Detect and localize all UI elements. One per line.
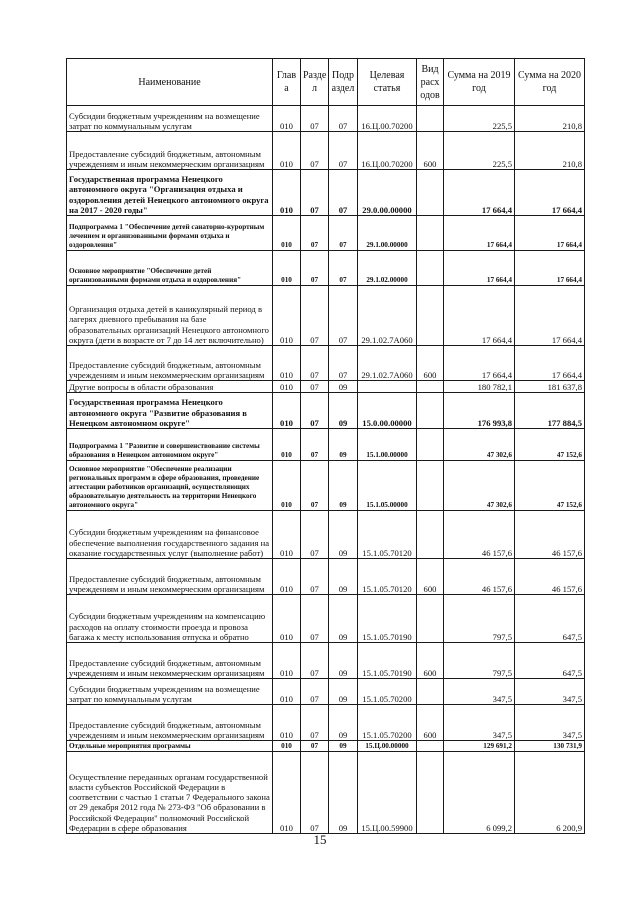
header-target: Целевая статья	[358, 59, 417, 106]
row-podrazdel: 07	[329, 106, 358, 132]
row-glava: 010	[273, 286, 301, 346]
row-target: 15.1.05.00000	[358, 461, 417, 511]
row-podrazdel: 07	[329, 216, 358, 251]
row-target: 15.Ц.00.59900	[358, 752, 417, 834]
table-row	[67, 251, 585, 286]
row-glava: 010	[273, 106, 301, 132]
row-target: 16.Ц.00.70200	[358, 106, 417, 132]
row-name: Предоставление субсидий бюджетным, автономным учреждениям и иным некоммерческим организациям	[67, 643, 273, 679]
row-podrazdel: 07	[329, 170, 358, 216]
row-exp-type	[417, 741, 444, 752]
table-row	[67, 461, 585, 511]
table-row	[67, 679, 585, 705]
row-target: 15.1.05.70190	[358, 595, 417, 643]
row-podrazdel: 09	[329, 381, 358, 393]
row-glava: 010	[273, 429, 301, 461]
table-row	[67, 705, 585, 741]
table-row	[67, 346, 585, 381]
header-podrazdel: Подр аздел	[329, 59, 358, 106]
table-row	[67, 559, 585, 595]
row-sum-2019: 17 664,4	[444, 286, 515, 346]
table-row	[67, 741, 585, 752]
row-glava: 010	[273, 216, 301, 251]
row-razdel: 07	[301, 559, 329, 595]
row-sum-2019: 6 099,2	[444, 752, 515, 834]
row-target: 29.1.02.7А060	[358, 286, 417, 346]
row-exp-type	[417, 170, 444, 216]
page-number: 15	[313, 832, 327, 847]
row-name: Субсидии бюджетным учреждениям на возмещение затрат по коммунальным услугам	[67, 679, 273, 705]
row-exp-type	[417, 381, 444, 393]
row-sum-2019: 47 302,6	[444, 461, 515, 511]
table-row	[67, 595, 585, 643]
row-podrazdel: 07	[329, 286, 358, 346]
row-target: 29.1.02.7А060	[358, 346, 417, 381]
row-name: Предоставление субсидий бюджетным, автономным учреждениям и иным некоммерческим организациям	[67, 132, 273, 170]
row-podrazdel: 09	[329, 511, 358, 559]
row-podrazdel: 09	[329, 643, 358, 679]
row-sum-2020: 647,5	[515, 595, 585, 643]
row-podrazdel: 09	[329, 429, 358, 461]
row-sum-2019: 225,5	[444, 132, 515, 170]
row-podrazdel: 07	[329, 251, 358, 286]
row-exp-type: 600	[417, 705, 444, 741]
row-sum-2019: 225,5	[444, 106, 515, 132]
row-podrazdel: 09	[329, 595, 358, 643]
row-razdel: 07	[301, 643, 329, 679]
header-exp-type: Вид расх одов	[417, 59, 444, 106]
row-glava: 010	[273, 393, 301, 429]
row-exp-type	[417, 752, 444, 834]
row-target: 15.1.05.70200	[358, 705, 417, 741]
row-exp-type	[417, 286, 444, 346]
row-razdel: 07	[301, 170, 329, 216]
row-sum-2020: 46 157,6	[515, 559, 585, 595]
row-name: Субсидии бюджетным учреждениям на возмещение затрат по коммунальным услугам	[67, 106, 273, 132]
budget-table	[66, 58, 585, 834]
row-sum-2020: 210,8	[515, 106, 585, 132]
row-glava: 010	[273, 511, 301, 559]
row-sum-2020: 347,5	[515, 705, 585, 741]
table-row	[67, 393, 585, 429]
row-exp-type	[417, 461, 444, 511]
row-target: 16.Ц.00.70200	[358, 132, 417, 170]
header-name: Наименование	[67, 59, 273, 106]
row-podrazdel: 09	[329, 752, 358, 834]
row-sum-2020: 17 664,4	[515, 346, 585, 381]
row-target: 15.0.00.00000	[358, 393, 417, 429]
row-razdel: 07	[301, 679, 329, 705]
row-name: Подпрограмма 1 "Развитие и совершенствование системы образования в Ненецком автономном округе"	[67, 429, 273, 461]
row-sum-2020: 17 664,4	[515, 286, 585, 346]
row-sum-2019: 176 993,8	[444, 393, 515, 429]
row-sum-2020: 347,5	[515, 679, 585, 705]
row-razdel: 07	[301, 429, 329, 461]
table-row	[67, 216, 585, 251]
row-sum-2020: 17 664,4	[515, 170, 585, 216]
row-target: 15.1.05.70120	[358, 559, 417, 595]
table-row	[67, 286, 585, 346]
row-sum-2020: 47 152,6	[515, 461, 585, 511]
row-glava: 010	[273, 595, 301, 643]
row-name: Субсидии бюджетным учреждениям на финансовое обеспечение выполнения государственного задания на оказание государственных услуг (выполнение работ)	[67, 511, 273, 559]
row-name: Основное мероприятие "Обеспечение детей организованными формами отдыха и оздоровления"	[67, 251, 273, 286]
row-exp-type	[417, 511, 444, 559]
row-sum-2020: 46 157,6	[515, 511, 585, 559]
row-sum-2019: 17 664,4	[444, 216, 515, 251]
row-name: Субсидии бюджетным учреждениям на компенсацию расходов на оплату стоимости проезда и провоза багажа к месту использования отпуска и обратно	[67, 595, 273, 643]
table-row	[67, 106, 585, 132]
row-glava: 010	[273, 461, 301, 511]
row-exp-type	[417, 393, 444, 429]
header-glava: Глав а	[273, 59, 301, 106]
row-sum-2020: 17 664,4	[515, 251, 585, 286]
row-name: Предоставление субсидий бюджетным, автономным учреждениям и иным некоммерческим организациям	[67, 559, 273, 595]
row-sum-2020: 17 664,4	[515, 216, 585, 251]
row-podrazdel: 07	[329, 132, 358, 170]
table-row	[67, 132, 585, 170]
row-podrazdel: 09	[329, 559, 358, 595]
row-razdel: 07	[301, 286, 329, 346]
row-target: 15.1.05.70200	[358, 679, 417, 705]
row-sum-2019: 17 664,4	[444, 251, 515, 286]
row-glava: 010	[273, 381, 301, 393]
row-name: Другие вопросы в области образования	[67, 381, 273, 393]
table-row	[67, 381, 585, 393]
row-podrazdel: 09	[329, 741, 358, 752]
row-podrazdel: 07	[329, 346, 358, 381]
header-sum-2019: Сумма на 2019 год	[444, 59, 515, 106]
row-exp-type: 600	[417, 132, 444, 170]
row-glava: 010	[273, 559, 301, 595]
row-exp-type: 600	[417, 643, 444, 679]
row-glava: 010	[273, 132, 301, 170]
row-exp-type	[417, 106, 444, 132]
row-sum-2020: 47 152,6	[515, 429, 585, 461]
row-razdel: 07	[301, 393, 329, 429]
row-podrazdel: 09	[329, 461, 358, 511]
row-podrazdel: 09	[329, 393, 358, 429]
row-razdel: 07	[301, 752, 329, 834]
table-row	[67, 752, 585, 834]
row-name: Государственная программа Ненецкого автономного округа "Развитие образования в Ненецком автономном округе"	[67, 393, 273, 429]
row-razdel: 07	[301, 106, 329, 132]
table-body	[67, 106, 585, 834]
row-sum-2020: 6 200,9	[515, 752, 585, 834]
row-sum-2020: 130 731,9	[515, 741, 585, 752]
row-target: 15.Ц.00.00000	[358, 741, 417, 752]
table-row	[67, 643, 585, 679]
row-name: Основное мероприятие "Обеспечение реализации региональных программ в сфере образования, проведение аттестации работников организаций, осуществляющих образовательную деятельность на территории Ненецкого автономного округа"	[67, 461, 273, 511]
row-name: Отдельные мероприятия программы	[67, 741, 273, 752]
row-razdel: 07	[301, 461, 329, 511]
row-razdel: 07	[301, 251, 329, 286]
table-header-row	[67, 59, 585, 106]
row-sum-2019: 129 691,2	[444, 741, 515, 752]
row-razdel: 07	[301, 741, 329, 752]
row-sum-2019: 47 302,6	[444, 429, 515, 461]
row-target: 15.1.00.00000	[358, 429, 417, 461]
row-sum-2019: 17 664,4	[444, 170, 515, 216]
row-sum-2019: 46 157,6	[444, 511, 515, 559]
row-glava: 010	[273, 752, 301, 834]
row-name: Подпрограмма 1 "Обеспечение детей санаторно-курортным лечением и организованными формами отдыха и оздоровления"	[67, 216, 273, 251]
row-razdel: 07	[301, 705, 329, 741]
row-glava: 010	[273, 251, 301, 286]
row-target	[358, 381, 417, 393]
row-name: Предоставление субсидий бюджетным, автономным учреждениям и иным некоммерческим организациям	[67, 346, 273, 381]
row-name: Государственная программа Ненецкого автономного округа "Организация отдыха и оздоровления детей Ненецкого автономного округа на 2017 - 2020 годы"	[67, 170, 273, 216]
row-razdel: 07	[301, 132, 329, 170]
row-razdel: 07	[301, 381, 329, 393]
row-razdel: 07	[301, 511, 329, 559]
row-sum-2020: 177 884,5	[515, 393, 585, 429]
row-podrazdel: 09	[329, 705, 358, 741]
row-glava: 010	[273, 679, 301, 705]
table-row	[67, 511, 585, 559]
row-exp-type: 600	[417, 559, 444, 595]
row-razdel: 07	[301, 346, 329, 381]
row-sum-2019: 797,5	[444, 643, 515, 679]
row-exp-type	[417, 429, 444, 461]
row-target: 15.1.05.70190	[358, 643, 417, 679]
table-row	[67, 429, 585, 461]
row-target: 29.0.00.00000	[358, 170, 417, 216]
row-sum-2020: 181 637,8	[515, 381, 585, 393]
row-target: 29.1.02.00000	[358, 251, 417, 286]
header-sum-2020: Сумма на 2020 год	[515, 59, 585, 106]
row-sum-2019: 46 157,6	[444, 559, 515, 595]
row-glava: 010	[273, 170, 301, 216]
row-glava: 010	[273, 346, 301, 381]
row-exp-type	[417, 251, 444, 286]
row-name: Организация отдыха детей в каникулярный период в лагерях дневного пребывания на базе образовательных организаций Ненецкого автономного округа (дети в возрасте от 7 до 14 лет включительно)	[67, 286, 273, 346]
row-sum-2019: 347,5	[444, 679, 515, 705]
row-sum-2019: 347,5	[444, 705, 515, 741]
row-razdel: 07	[301, 595, 329, 643]
row-podrazdel: 09	[329, 679, 358, 705]
row-glava: 010	[273, 741, 301, 752]
row-name: Предоставление субсидий бюджетным, автономным учреждениям и иным некоммерческим организациям	[67, 705, 273, 741]
row-exp-type: 600	[417, 346, 444, 381]
row-target: 29.1.00.00000	[358, 216, 417, 251]
row-sum-2019: 180 782,1	[444, 381, 515, 393]
row-glava: 010	[273, 705, 301, 741]
row-sum-2019: 797,5	[444, 595, 515, 643]
row-razdel: 07	[301, 216, 329, 251]
table-row	[67, 170, 585, 216]
row-sum-2020: 647,5	[515, 643, 585, 679]
row-exp-type	[417, 679, 444, 705]
row-exp-type	[417, 216, 444, 251]
row-sum-2019: 17 664,4	[444, 346, 515, 381]
row-target: 15.1.05.70120	[358, 511, 417, 559]
row-glava: 010	[273, 643, 301, 679]
row-exp-type	[417, 595, 444, 643]
row-name: Осуществление переданных органам государственной власти субъектов Российской Федерации в соответствии с частью 1 статьи 7 Федерального закона от 29 декабря 2012 года № 273-ФЗ "Об образовании в Российской Федерации" полномочий Российской Федерации в сфере образования	[67, 752, 273, 834]
header-razdel: Разде л	[301, 59, 329, 106]
row-sum-2020: 210,8	[515, 132, 585, 170]
